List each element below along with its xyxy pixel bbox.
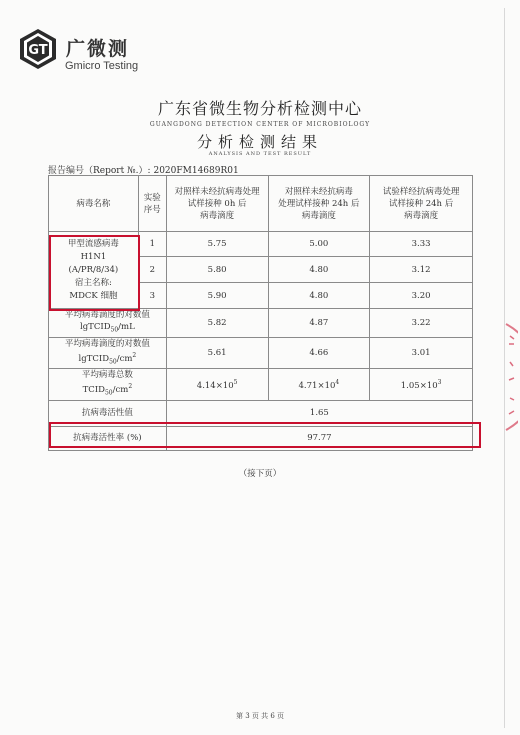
control-24h-cell: 4.87 bbox=[268, 309, 370, 338]
control-24h-cell: 5.00 bbox=[268, 232, 370, 257]
table-row-avg-log-ml bbox=[49, 309, 473, 338]
exp-no-cell: 1 bbox=[138, 232, 166, 257]
test-24h-cell: 3.01 bbox=[370, 337, 473, 369]
control-0h-cell: 5.75 bbox=[166, 232, 268, 257]
avg-total-label: 平均病毒总数 $TCID_{50}/cm^2$ bbox=[49, 369, 167, 401]
center-title-en: GUANGDONG DETECTION CENTER OF MICROBIOLOGY bbox=[149, 121, 371, 128]
gmicro-logo-icon bbox=[18, 28, 58, 70]
test-24h-cell: 3.22 bbox=[370, 309, 473, 338]
center-title-cn: 广东省微生物分析检测中心 bbox=[157, 99, 362, 118]
header-exp-no: 实验 序号 bbox=[138, 176, 166, 232]
test-24h-cell: 3.33 bbox=[370, 232, 473, 257]
logo-name-cn: 广微测 bbox=[66, 38, 130, 60]
activity-value-label: 抗病毒活性值 bbox=[49, 400, 167, 426]
virus-name-highlight-box bbox=[49, 235, 140, 311]
result-title-en: ANALYSIS AND TEST RESULT bbox=[208, 151, 312, 157]
activity-rate-label: 抗病毒活性率 (%) bbox=[49, 426, 167, 450]
control-0h-cell: 5.61 bbox=[166, 337, 268, 369]
activity-value-cell: 1.65 bbox=[166, 400, 472, 426]
avg-log-ml-label: 平均病毒滴度的对数值 lgTCID$_{50}$/mL bbox=[49, 309, 167, 338]
control-24h-cell: $4.71\times 10^4$ bbox=[268, 369, 370, 401]
table-row-avg-log-cm2 bbox=[49, 337, 473, 369]
control-24h-cell: 4.80 bbox=[268, 257, 370, 283]
report-number-value: 2020FM14689R01 bbox=[153, 166, 239, 176]
control-0h-cell: 5.90 bbox=[166, 283, 268, 309]
test-24h-cell: $1.05\times 10^3$ bbox=[370, 369, 473, 401]
control-0h-cell: $4.14\times 10^5$ bbox=[166, 369, 268, 401]
control-0h-cell: 5.80 bbox=[166, 257, 268, 283]
exp-no-cell: 3 bbox=[138, 283, 166, 309]
official-seal-fragment-icon bbox=[498, 322, 518, 432]
test-24h-cell: 3.12 bbox=[370, 257, 473, 283]
continued-note: （接下页） bbox=[238, 469, 282, 479]
exp-no-cell: 2 bbox=[138, 257, 166, 283]
control-24h-cell: 4.66 bbox=[268, 337, 370, 369]
test-24h-cell: 3.20 bbox=[370, 283, 473, 309]
header-control-24h: 对照样未经抗病毒 处理试样接种 24h 后 病毒滴度 bbox=[268, 176, 370, 232]
table-header-row bbox=[49, 176, 473, 232]
page-number: 第 3 页 共 6 页 bbox=[235, 712, 285, 720]
table-row-avg-total bbox=[49, 369, 473, 401]
report-number-label: 报告编号（Report №.）: bbox=[48, 166, 151, 176]
virus-name-cell: 甲型流感病毒 H1N1 (A/PR/8/34) 宿主名称: MDCK 细胞 bbox=[49, 232, 139, 309]
logo-name-en: Gmicro Testing bbox=[65, 60, 139, 72]
activity-rate-highlight-box bbox=[49, 422, 481, 448]
control-24h-cell: 4.80 bbox=[268, 283, 370, 309]
svg-text:GT: GT bbox=[28, 43, 48, 58]
control-0h-cell: 5.82 bbox=[166, 309, 268, 338]
avg-log-cm2-label: 平均病毒滴度的对数值 $lgTCID_{50}/cm^2$ bbox=[49, 337, 167, 369]
header-virus-name: 病毒名称 bbox=[49, 176, 139, 232]
result-title-cn: 分析检测结果 bbox=[196, 133, 323, 151]
results-table bbox=[48, 175, 473, 451]
activity-rate-cell: 97.77 bbox=[166, 426, 472, 450]
header-test-24h: 试验样经抗病毒处理 试样接种 24h 后 病毒滴度 bbox=[370, 176, 473, 232]
header-control-0h: 对照样未经抗病毒处理 试样接种 0h 后 病毒滴度 bbox=[166, 176, 268, 232]
